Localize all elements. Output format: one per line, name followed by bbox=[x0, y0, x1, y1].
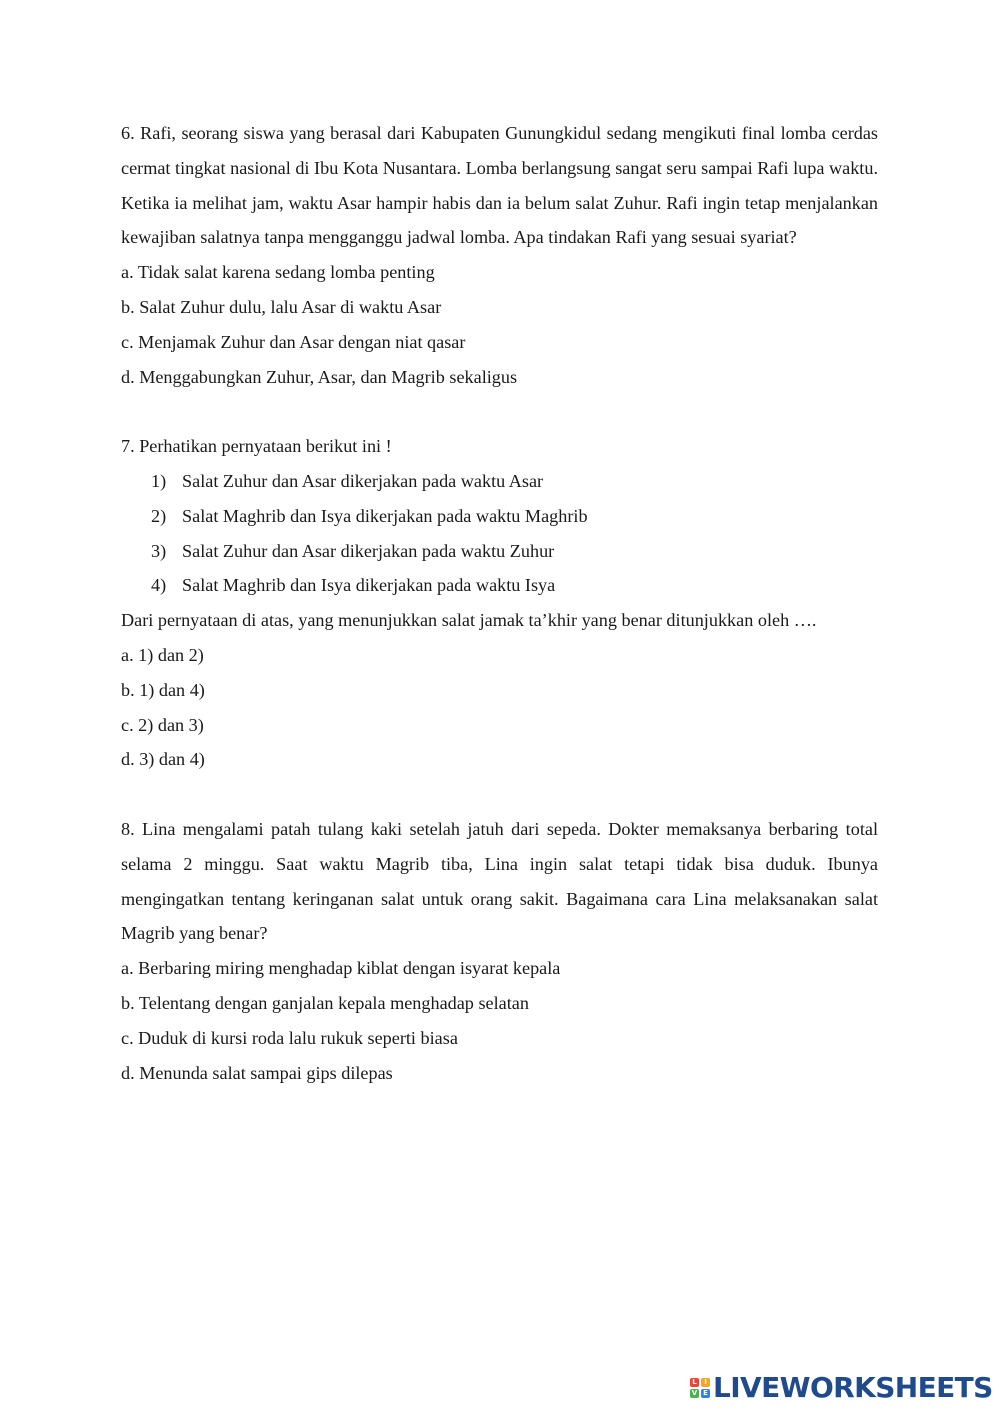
statement-text: Salat Zuhur dan Asar dikerjakan pada waktu Asar bbox=[182, 470, 544, 491]
question-6 bbox=[121, 116, 878, 394]
liveworksheets-logo bbox=[690, 1371, 993, 1404]
statement-item bbox=[121, 534, 878, 569]
worksheet-page bbox=[121, 116, 878, 1125]
question-stem: 7. Perhatikan pernyataan berikut ini ! bbox=[121, 436, 392, 457]
statement-number: 3) bbox=[151, 540, 167, 561]
answer-option[interactable]: a. Berbaring miring menghadap kiblat dengan isyarat kepala bbox=[121, 958, 561, 979]
question-stem: 8. Lina mengalami patah tulang kaki setelah jatuh dari sepeda. Dokter memaksanya berbaring total selama 2 minggu. Saat waktu Magrib tiba, Lina ingin salat tetapi tidak bisa duduk. Ibunya mengingatkan tentang keringanan salat untuk orang sakit. Bagaimana cara Lina melaksanakan salat Magrib yang benar? bbox=[121, 818, 878, 944]
answer-option[interactable]: b. Salat Zuhur dulu, lalu Asar di waktu Asar bbox=[121, 296, 442, 317]
question-stem: 6. Rafi, seorang siswa yang berasal dari Kabupaten Gunungkidul sedang mengikuti final lomba cerdas cermat tingkat nasional di Ibu Kota Nusantara. Lomba berlangsung sangat seru sampai Rafi lupa waktu. Ketika ia melihat jam, waktu Asar hampir habis dan ia belum salat Zuhur. Rafi ingin tetap menjalankan kewajiban salatnya tanpa mengganggu jadwal lomba. Apa tindakan Rafi yang sesuai syariat? bbox=[121, 123, 878, 248]
logo-mark-tile: E bbox=[701, 1389, 710, 1398]
statement-number: 4) bbox=[151, 575, 167, 596]
statement-item bbox=[121, 499, 878, 534]
answer-option[interactable]: c. Menjamak Zuhur dan Asar dengan niat qasar bbox=[121, 331, 466, 352]
statement-text: Salat Maghrib dan Isya dikerjakan pada waktu Isya bbox=[182, 575, 556, 596]
answer-option[interactable]: d. Menunda salat sampai gips dilepas bbox=[121, 1062, 393, 1083]
answer-option[interactable]: b. Telentang dengan ganjalan kepala menghadap selatan bbox=[121, 992, 529, 1013]
answer-option[interactable]: d. 3) dan 4) bbox=[121, 749, 205, 770]
logo-mark-tile: I bbox=[701, 1378, 710, 1387]
answer-option[interactable]: c. Duduk di kursi roda lalu rukuk seperti biasa bbox=[121, 1027, 458, 1048]
question-prompt: Dari pernyataan di atas, yang menunjukkan salat jamak ta’khir yang benar ditunjukkan oleh …. bbox=[121, 610, 817, 631]
logo-mark-tile: V bbox=[691, 1389, 698, 1397]
statement-number: 1) bbox=[151, 470, 167, 491]
logo-text: LIVEWORKSHEETS bbox=[713, 1371, 993, 1404]
statement-item bbox=[121, 568, 878, 603]
statement-number: 2) bbox=[151, 505, 167, 526]
statement-text: Salat Maghrib dan Isya dikerjakan pada waktu Maghrib bbox=[182, 505, 588, 526]
statement-text: Salat Zuhur dan Asar dikerjakan pada waktu Zuhur bbox=[182, 540, 555, 561]
logo-mark-tile: L bbox=[690, 1378, 699, 1387]
question-7 bbox=[121, 429, 878, 777]
answer-option[interactable]: d. Menggabungkan Zuhur, Asar, dan Magrib sekaligus bbox=[121, 366, 518, 387]
statement-list bbox=[121, 464, 878, 603]
question-8 bbox=[121, 812, 878, 1090]
answer-option[interactable]: c. 2) dan 3) bbox=[121, 714, 204, 735]
statement-item bbox=[121, 464, 878, 499]
answer-option[interactable]: a. 1) dan 2) bbox=[121, 644, 204, 665]
answer-option[interactable]: a. Tidak salat karena sedang lomba penting bbox=[121, 262, 435, 283]
logo-mark-icon bbox=[690, 1378, 710, 1398]
answer-option[interactable]: b. 1) dan 4) bbox=[121, 679, 205, 700]
